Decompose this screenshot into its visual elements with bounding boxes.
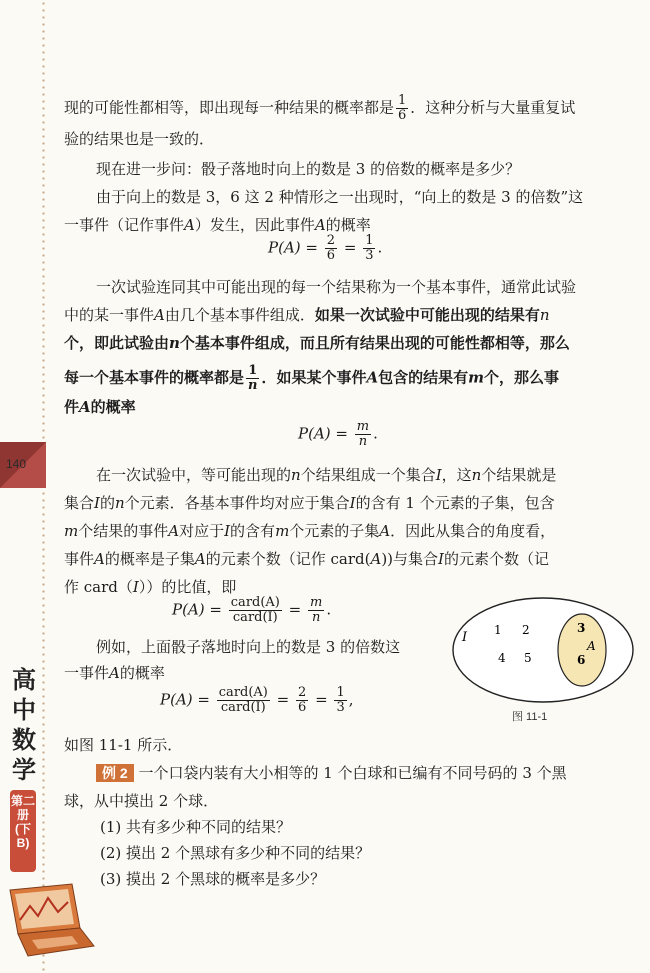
text-span: 一个口袋内装有大小相等的 1 个白球和已编有不同号码的 3 个黑 xyxy=(138,764,567,782)
fraction-numerator: card(A) xyxy=(218,685,268,700)
text-line: 一次试验连同其中可能出现的每一个结果称为一个基本事件，通常此试验 xyxy=(96,278,577,296)
fraction-numerator: 1 xyxy=(246,364,259,379)
definition-text: 件 xyxy=(64,398,80,416)
venn-element: 4 xyxy=(498,651,506,665)
volume-text: (下B) xyxy=(15,822,31,850)
equation-lhs: P(A) xyxy=(298,424,331,443)
side-title-char: 高 xyxy=(12,665,36,694)
text-line: 球，从中摸出 2 个球． xyxy=(64,792,219,810)
math-variable: A xyxy=(94,550,105,568)
text-line: 由于向上的数是 3，6 这 2 种情形之一出现时，“向上的数是 3 的倍数”这 xyxy=(96,188,584,206)
text-line xyxy=(64,214,371,236)
fraction-denominator: card(I) xyxy=(232,610,278,625)
text-span: 作 card（ xyxy=(64,578,133,596)
example-line xyxy=(96,762,567,784)
definition-text: 包含的结果有 xyxy=(378,368,469,387)
equation-card-ratio xyxy=(172,596,331,625)
equation-p-a-m-over-n xyxy=(298,420,378,449)
equals-sign: = xyxy=(276,690,290,709)
text-span: 个元素的子集 xyxy=(289,522,380,540)
definition-line xyxy=(64,396,136,418)
math-variable: A xyxy=(154,306,165,324)
definition-line xyxy=(64,364,559,393)
text-span: 个结果组成一个集合 xyxy=(300,466,436,484)
equation-p-a-two-sixths xyxy=(268,234,382,263)
text-line xyxy=(64,548,549,570)
text-span: ，这 xyxy=(441,466,472,484)
math-variable: n xyxy=(114,494,125,512)
equals-sign: = xyxy=(305,238,318,257)
punctuation: . xyxy=(377,238,383,257)
fraction-denominator: n xyxy=(312,610,321,625)
text-span: 的概率 xyxy=(325,216,371,234)
math-variable: I xyxy=(435,466,442,484)
text-span: 个结果就是 xyxy=(481,466,557,484)
fraction-denominator: 3 xyxy=(336,700,345,715)
venn-element: 2 xyxy=(522,623,530,637)
equals-sign: = xyxy=(288,600,302,619)
punctuation: . xyxy=(326,600,332,619)
text-span: 的含有 xyxy=(230,522,276,540)
text-line: 现在进一步问：骰子落地时向上的数是 3 的倍数的概率是多少？ xyxy=(96,160,521,178)
text-span: 的含有 1 个元素的子集，包含 xyxy=(355,494,555,512)
fraction-numerator: m xyxy=(310,595,323,610)
text-line: 验的结果也是一致的． xyxy=(64,130,215,148)
text-span: ．因此从集合的角度看， xyxy=(390,522,556,540)
fraction-numerator: 1 xyxy=(398,93,407,108)
definition-text: ．如果某个事件 xyxy=(261,368,367,387)
venn-element: 1 xyxy=(494,623,502,637)
math-variable: I xyxy=(349,494,356,512)
math-variable: I xyxy=(132,578,139,596)
example-label: 例 2 xyxy=(96,764,134,782)
text-span: 中的某一事件 xyxy=(64,306,155,324)
fraction-one-sixth xyxy=(396,94,408,123)
equation-lhs: P(A) xyxy=(160,690,193,709)
text-span: ））的比值，即 xyxy=(138,578,237,596)
laptop-illustration xyxy=(2,880,97,960)
math-variable: n xyxy=(471,466,482,484)
fraction-numerator: 2 xyxy=(326,233,336,248)
math-variable: m xyxy=(468,368,485,387)
venn-element: 3 xyxy=(577,621,586,635)
fraction-numerator: 1 xyxy=(365,233,374,248)
venn-element: 6 xyxy=(577,653,586,667)
side-book-title xyxy=(10,665,38,785)
definition-text: 每一个基本事件的概率都是 xyxy=(64,368,245,387)
question-item: (2) 摸出 2 个黑球有多少种不同的结果？ xyxy=(100,844,371,862)
fraction-denominator: 6 xyxy=(398,108,407,123)
side-title-char: 数 xyxy=(12,725,36,754)
text-span: ))与集合 xyxy=(381,550,439,568)
page-number: 140 xyxy=(6,457,27,471)
equals-sign: = xyxy=(315,690,328,709)
text-span: 一事件 xyxy=(64,664,110,682)
math-variable: m xyxy=(64,522,79,540)
equation-lhs: P(A) xyxy=(268,238,301,257)
math-variable: I xyxy=(94,494,100,512)
math-variable: A xyxy=(314,216,326,234)
math-variable: A xyxy=(366,368,379,387)
math-variable: n xyxy=(291,466,301,484)
math-variable: A xyxy=(79,398,91,416)
volume-text: 第二册 xyxy=(10,794,35,822)
fraction xyxy=(296,686,308,715)
math-variable: n xyxy=(539,306,550,324)
text-line xyxy=(64,492,555,514)
text-line: 如图 11-1 所示． xyxy=(64,736,183,754)
fraction-denominator: n xyxy=(358,434,368,449)
punctuation: . xyxy=(373,424,378,443)
fraction xyxy=(229,596,282,625)
definition-line xyxy=(64,332,570,354)
fraction-numerator: 2 xyxy=(298,685,307,700)
math-variable: I xyxy=(438,550,444,568)
fraction xyxy=(363,234,375,263)
fraction xyxy=(325,234,337,263)
text-span: 的概率 xyxy=(119,664,165,682)
text-span: 的 xyxy=(99,494,115,512)
side-title-char: 学 xyxy=(12,755,36,784)
punctuation: , xyxy=(348,690,354,709)
fraction-numerator: card(A) xyxy=(230,595,280,610)
fraction xyxy=(334,686,346,715)
fraction xyxy=(355,420,371,449)
text-line xyxy=(64,662,165,684)
text-span: 由几个基本事件组成． xyxy=(164,306,315,324)
fraction-denominator: 6 xyxy=(326,248,336,263)
math-variable: A xyxy=(370,550,382,568)
venn-element: 5 xyxy=(524,651,532,665)
math-variable: A xyxy=(194,550,206,568)
definition-text: 个，那么事 xyxy=(484,368,560,387)
text-span: 个结果的事件 xyxy=(78,522,169,540)
text-span: ．这种分析与大量重复试 xyxy=(410,98,576,117)
definition-text: 如果一次试验中可能出现的结果有 xyxy=(314,306,540,324)
fraction-denominator: 3 xyxy=(365,248,374,263)
fraction xyxy=(308,596,324,625)
text-span: 集合 xyxy=(64,494,95,512)
text-line xyxy=(64,304,550,326)
fraction-denominator: n xyxy=(248,378,258,393)
text-span: 一事件（记作事件 xyxy=(64,216,185,234)
definition-text: 个基本事件组成，而且所有结果出现的可能性都相等，那么 xyxy=(179,334,570,352)
venn-label-inner: A xyxy=(587,639,596,653)
text-span: 的概率是子集 xyxy=(104,550,195,568)
text-line xyxy=(64,576,236,598)
text-line: 例如，上面骰子落地时向上的数是 3 的倍数这 xyxy=(96,638,401,656)
equation-lhs: P(A) xyxy=(172,600,205,619)
text-line xyxy=(64,520,555,542)
text-span: ）发生，因此事件 xyxy=(194,216,315,234)
math-variable: n xyxy=(169,334,180,352)
math-variable: A xyxy=(168,522,180,540)
text-line xyxy=(64,94,575,123)
equals-sign: = xyxy=(209,600,222,619)
equals-sign: = xyxy=(343,238,357,257)
definition-text: 个，即此试验由 xyxy=(64,334,170,352)
venn-diagram xyxy=(450,594,636,706)
question-item: (3) 摸出 2 个黑球的概率是多少？ xyxy=(100,870,326,888)
venn-label-outer: I xyxy=(462,630,468,645)
side-title-char: 中 xyxy=(12,695,36,724)
text-span: 对应于 xyxy=(179,522,225,540)
math-variable: A xyxy=(184,216,195,234)
text-line xyxy=(96,464,556,486)
text-span: 的元素个数（记作 card( xyxy=(205,550,371,568)
question-item: (1) 共有多少种不同的结果？ xyxy=(100,818,292,836)
text-span: 的元素个数（记 xyxy=(443,550,549,568)
text-span: 事件 xyxy=(64,550,95,568)
equals-sign: = xyxy=(335,424,348,443)
math-variable: m xyxy=(275,522,290,540)
text-span: 现的可能性都相等，即出现每一种结果的概率都是 xyxy=(64,98,395,117)
text-span: 个元素．各基本事件均对应于集合 xyxy=(124,494,350,512)
fraction-numerator: m xyxy=(356,419,370,434)
fraction-one-over-n xyxy=(246,364,259,393)
fraction-numerator: 1 xyxy=(336,685,345,700)
text-span: 在一次试验中，等可能出现的 xyxy=(96,466,292,484)
equation-card-two-sixths xyxy=(160,686,354,715)
figure-caption: 图 11-1 xyxy=(512,711,548,723)
math-variable: A xyxy=(379,522,391,540)
math-variable: I xyxy=(224,522,231,540)
equals-sign: = xyxy=(197,690,210,709)
fraction xyxy=(217,686,270,715)
definition-text: 的概率 xyxy=(90,398,136,416)
volume-badge xyxy=(10,790,36,872)
fraction-denominator: card(I) xyxy=(220,700,266,715)
fraction-denominator: 6 xyxy=(298,700,307,715)
math-variable: A xyxy=(109,664,120,682)
